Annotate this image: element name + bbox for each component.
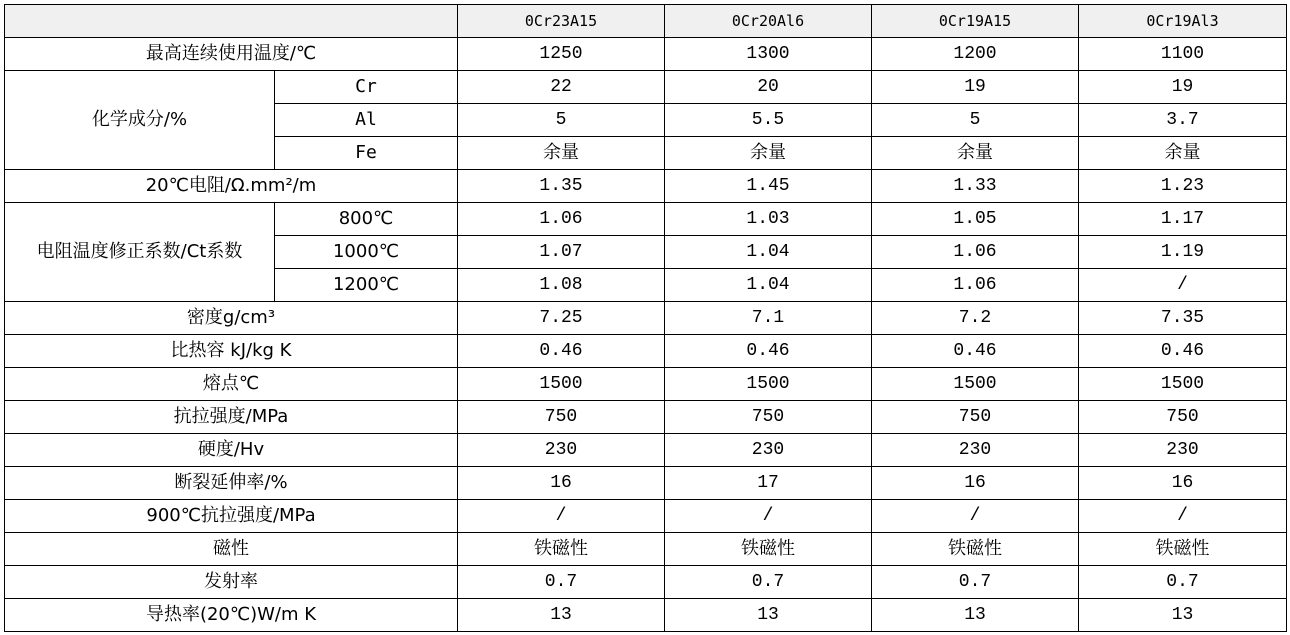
table-cell: 1200 bbox=[872, 38, 1079, 71]
table-cell: 19 bbox=[872, 71, 1079, 104]
row-label: 硬度/Hv bbox=[5, 434, 458, 467]
row-sublabel: Al bbox=[275, 104, 458, 137]
row-label: 900℃抗拉强度/MPa bbox=[5, 500, 458, 533]
table-cell: 17 bbox=[665, 467, 872, 500]
table-cell: 1.06 bbox=[872, 269, 1079, 302]
table-cell: 余量 bbox=[872, 137, 1079, 170]
table-cell: 铁磁性 bbox=[872, 533, 1079, 566]
table-cell: 1100 bbox=[1079, 38, 1287, 71]
table-cell: 20 bbox=[665, 71, 872, 104]
table-cell: 0.46 bbox=[665, 335, 872, 368]
table-row bbox=[5, 467, 1287, 500]
table-cell: 7.25 bbox=[458, 302, 665, 335]
table-cell: 1.06 bbox=[458, 203, 665, 236]
table-row bbox=[5, 434, 1287, 467]
row-label: 20℃电阻/Ω.mm²/m bbox=[5, 170, 458, 203]
table-cell: 1.17 bbox=[1079, 203, 1287, 236]
table-cell: 5 bbox=[872, 104, 1079, 137]
table-cell: 13 bbox=[872, 599, 1079, 632]
table-cell: 1500 bbox=[872, 368, 1079, 401]
table-row bbox=[5, 71, 1287, 104]
header-row bbox=[5, 5, 1287, 38]
column-header: 0Cr23A15 bbox=[458, 5, 665, 38]
row-group-label: 电阻温度修正系数/Ct系数 bbox=[5, 203, 275, 302]
table-cell: 1.04 bbox=[665, 269, 872, 302]
table-cell: 1.03 bbox=[665, 203, 872, 236]
row-sublabel: 800℃ bbox=[275, 203, 458, 236]
table-row bbox=[5, 170, 1287, 203]
header-corner-cell bbox=[5, 5, 458, 38]
table-row bbox=[5, 368, 1287, 401]
table-cell: 5.5 bbox=[665, 104, 872, 137]
table-cell: 13 bbox=[1079, 599, 1287, 632]
row-sublabel: Fe bbox=[275, 137, 458, 170]
table-cell: 0.46 bbox=[872, 335, 1079, 368]
table-cell: 1.19 bbox=[1079, 236, 1287, 269]
table-cell: 16 bbox=[1079, 467, 1287, 500]
row-label: 比热容 kJ/kg K bbox=[5, 335, 458, 368]
table-cell: 230 bbox=[665, 434, 872, 467]
table-cell: 7.2 bbox=[872, 302, 1079, 335]
table-row bbox=[5, 599, 1287, 632]
table-cell: 余量 bbox=[665, 137, 872, 170]
table-cell: 0.7 bbox=[1079, 566, 1287, 599]
row-label: 抗拉强度/MPa bbox=[5, 401, 458, 434]
table-cell: 3.7 bbox=[1079, 104, 1287, 137]
table-cell: / bbox=[872, 500, 1079, 533]
column-header: 0Cr19Al3 bbox=[1079, 5, 1287, 38]
row-sublabel: 1200℃ bbox=[275, 269, 458, 302]
alloy-properties-table bbox=[4, 4, 1287, 632]
row-label: 密度g/cm³ bbox=[5, 302, 458, 335]
table-cell: 1500 bbox=[665, 368, 872, 401]
table-cell: / bbox=[1079, 269, 1287, 302]
table-row bbox=[5, 401, 1287, 434]
table-cell: 1.23 bbox=[1079, 170, 1287, 203]
table-cell: 1.04 bbox=[665, 236, 872, 269]
table-cell: 5 bbox=[458, 104, 665, 137]
table-cell: 7.1 bbox=[665, 302, 872, 335]
row-label: 断裂延伸率/% bbox=[5, 467, 458, 500]
table-cell: 1.35 bbox=[458, 170, 665, 203]
table-row bbox=[5, 38, 1287, 71]
table-cell: 铁磁性 bbox=[1079, 533, 1287, 566]
row-label: 磁性 bbox=[5, 533, 458, 566]
table-cell: 1.45 bbox=[665, 170, 872, 203]
table-cell: 7.35 bbox=[1079, 302, 1287, 335]
row-sublabel: Cr bbox=[275, 71, 458, 104]
table-cell: 750 bbox=[458, 401, 665, 434]
table-cell: 1300 bbox=[665, 38, 872, 71]
column-header: 0Cr19A15 bbox=[872, 5, 1079, 38]
table-cell: 750 bbox=[665, 401, 872, 434]
table-row bbox=[5, 500, 1287, 533]
table-row bbox=[5, 203, 1287, 236]
table-cell: 铁磁性 bbox=[458, 533, 665, 566]
table-row bbox=[5, 533, 1287, 566]
row-sublabel: 1000℃ bbox=[275, 236, 458, 269]
row-group-label: 化学成分/% bbox=[5, 71, 275, 170]
table-cell: 750 bbox=[872, 401, 1079, 434]
table-cell: 1500 bbox=[1079, 368, 1287, 401]
table-cell: 1.06 bbox=[872, 236, 1079, 269]
table-cell: 余量 bbox=[1079, 137, 1287, 170]
table-cell: 0.7 bbox=[872, 566, 1079, 599]
table-cell: 16 bbox=[458, 467, 665, 500]
row-label: 熔点℃ bbox=[5, 368, 458, 401]
table-cell: 0.46 bbox=[1079, 335, 1287, 368]
table-cell: / bbox=[1079, 500, 1287, 533]
table-cell: 1.07 bbox=[458, 236, 665, 269]
table-cell: 1500 bbox=[458, 368, 665, 401]
table-cell: 余量 bbox=[458, 137, 665, 170]
table-cell: 1.08 bbox=[458, 269, 665, 302]
table-cell: 230 bbox=[872, 434, 1079, 467]
row-label: 最高连续使用温度/℃ bbox=[5, 38, 458, 71]
table-cell: 0.7 bbox=[665, 566, 872, 599]
table-cell: 0.46 bbox=[458, 335, 665, 368]
table-cell: 19 bbox=[1079, 71, 1287, 104]
table-cell: 铁磁性 bbox=[665, 533, 872, 566]
table-cell: 1.33 bbox=[872, 170, 1079, 203]
row-label: 发射率 bbox=[5, 566, 458, 599]
table-cell: 1250 bbox=[458, 38, 665, 71]
table-cell: 22 bbox=[458, 71, 665, 104]
table-cell: 230 bbox=[458, 434, 665, 467]
table-cell: 0.7 bbox=[458, 566, 665, 599]
table-cell: 230 bbox=[1079, 434, 1287, 467]
table-cell: 13 bbox=[665, 599, 872, 632]
table-row bbox=[5, 566, 1287, 599]
table-cell: 16 bbox=[872, 467, 1079, 500]
table-row bbox=[5, 335, 1287, 368]
table-cell: / bbox=[665, 500, 872, 533]
row-label: 导热率(20℃)W/m K bbox=[5, 599, 458, 632]
table-cell: 13 bbox=[458, 599, 665, 632]
table-row bbox=[5, 302, 1287, 335]
table-cell: 750 bbox=[1079, 401, 1287, 434]
table-cell: 1.05 bbox=[872, 203, 1079, 236]
column-header: 0Cr20Al6 bbox=[665, 5, 872, 38]
table-cell: / bbox=[458, 500, 665, 533]
